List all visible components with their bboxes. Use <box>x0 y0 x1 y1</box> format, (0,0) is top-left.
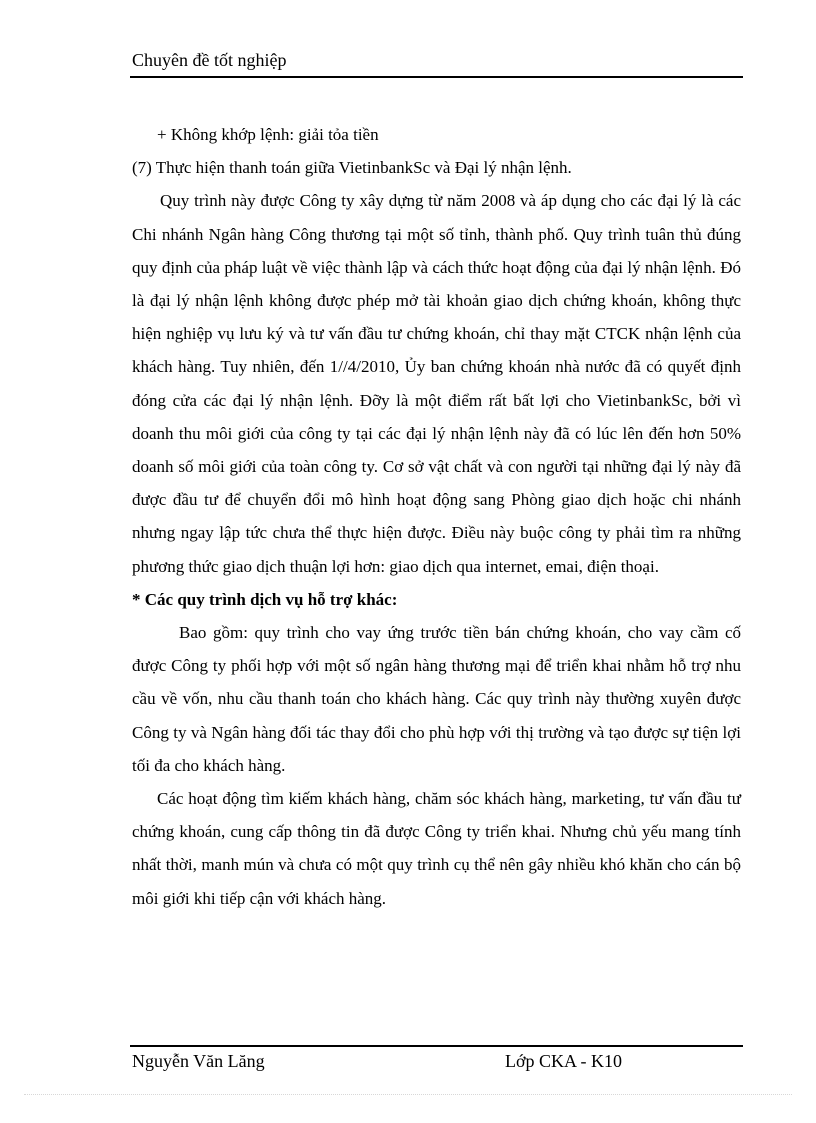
footer-rule <box>130 1045 743 1047</box>
list-item-7: (7) Thực hiện thanh toán giữa VietinbankSc và Đại lý nhận lệnh. <box>132 158 572 178</box>
paragraph-support: Bao gồm: quy trình cho vay ứng trước tiền bán chứng khoán, cho vay cầm cố được Công ty phối hợp với một số ngân hàng thương mại để triển khai nhằm hỗ trợ nhu cầu về vốn, nhu cầu thanh toán cho khách hàng. Các quy trình này thường xuyên được Công ty và Ngân hàng đối tác thay đổi cho phù hợp với thị trường và tạo được sự tiện lợi tối đa cho khách hàng. <box>132 623 741 775</box>
paragraph-activities: Các hoạt động tìm kiếm khách hàng, chăm sóc khách hàng, marketing, tư vấn đầu tư chứng khoán, cung cấp thông tin đã được Công ty triển khai. Nhưng chủ yếu mang tính nhất thời, manh mún và chưa có một quy trình cụ thể nên gây nhiều khó khăn cho cán bộ môi giới khi tiếp cận với khách hàng. <box>132 789 741 908</box>
footer-author: Nguyễn Văn Lăng <box>132 1051 265 1071</box>
page-header-title: Chuyên đề tốt nghiệp <box>132 50 287 70</box>
document-body <box>132 118 741 915</box>
section-heading: * Các quy trình dịch vụ hỗ trợ khác: <box>132 589 398 609</box>
header-rule <box>130 76 743 78</box>
footer-class: Lớp CKA - K10 <box>505 1051 623 1071</box>
page-bottom-dotted-line <box>24 1094 792 1095</box>
paragraph-process: Quy trình này được Công ty xây dựng từ năm 2008 và áp dụng cho các đại lý là các Chi nhánh Ngân hàng Công thương tại một số tỉnh, thành phố. Quy trình tuân thủ đúng quy định của pháp luật về việc thành lập và cách thức hoạt động của đại lý nhận lệnh. Đó là đại lý nhận lệnh không được phép mở tài khoản giao dịch chứng khoán, không thực hiện nghiệp vụ lưu ký và tư vấn đầu tư chứng khoán, chỉ thay mặt CTCK nhận lệnh của khách hàng. Tuy nhiên, đến 1//4/2010, Ủy ban chứng khoán nhà nước đã có quyết định đóng cửa các đại lý nhận lệnh. Đỡy là một điểm rất bất lợi cho VietinbankSc, bởi vì doanh thu môi giới của công ty tại các đại lý nhận lệnh này đã có lúc lên đến hơn 50% doanh số môi giới của toàn công ty. Cơ sở vật chất và con người tại những đại lý này đã được đầu tư để chuyển đổi mô hình hoạt động sang Phòng giao dịch hoặc chi nhánh nhưng ngay lập tức chưa thể thực hiện được. Điều này buộc công ty phải tìm ra những phương thức giao dịch thuận lợi hơn: giao dịch qua internet, emai, điện thoại. <box>132 191 741 576</box>
list-item-plus: + Không khớp lệnh: giải tỏa tiền <box>157 125 379 144</box>
